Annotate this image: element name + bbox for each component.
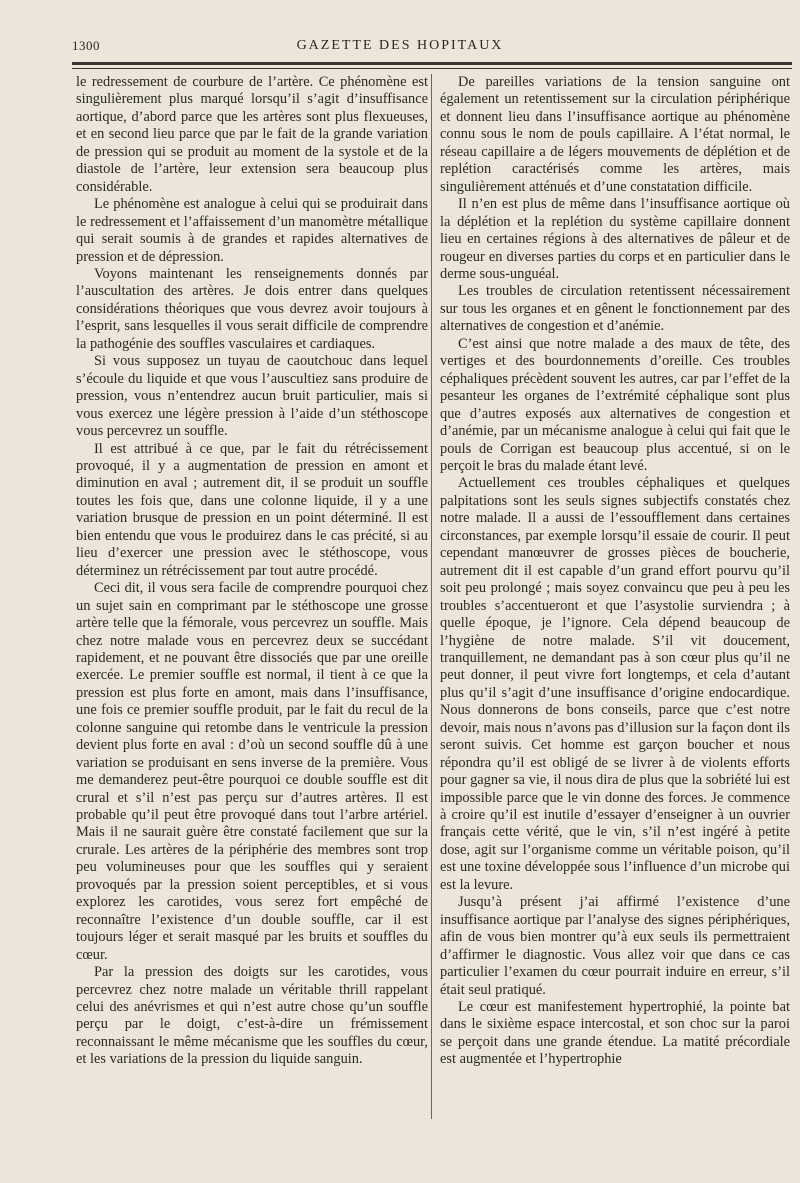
left-paragraph-4: Si vous supposez un tuyau de caoutchouc dans lequel s’écoule du liquide et que vous l’auscultiez sans produire de pression, vous n’entendrez aucun bruit particulier, mais si vous exercez une légère pression à l’aide d’un stéthoscope vous percevrez un souffle.	[76, 353, 428, 440]
left-paragraph-1: le redressement de courbure de l’artère. Ce phénomène est singulièrement plus marqué lorsqu’il s’agit d’insuffisance aortique, d’abord parce que les artères sont plus flexueuses, et en second lieu parce que par le fait de la grande variation de pression qui se produit au moment de la systole et de la diastole de l’artère, leur extension sera beaucoup plus considérable.	[76, 74, 428, 195]
right-paragraph-6: Jusqu’à présent j’ai affirmé l’existence d’une insuffisance aortique par l’analyse des signes périphériques, afin de vous bien montrer qu’à eux seuls ils permettraient d’affirmer le diagnostic. Vous allez voir que dans ce cas particulier l’examen du cœur pourrait induire en erreur, s’il était seul pratiqué.	[440, 894, 790, 998]
left-column	[76, 74, 428, 1144]
right-paragraph-3: Les troubles de circulation retentissent nécessairement sur tous les organes et en gênent le fonctionnement par des alternatives de congestion et d’anémie.	[440, 283, 790, 335]
right-paragraph-2: Il n’en est plus de même dans l’insuffisance aortique où la déplétion et la replétion du système capillaire donnent lieu en certaines régions à des alternatives de pâleur et de rougeur en diverses parties du corps et en particulier dans le derme sous-unguéal.	[440, 196, 790, 282]
left-paragraph-3: Voyons maintenant les renseignements donnés par l’auscultation des artères. Je dois entrer dans quelques considérations théoriques que vous devrez avoir toujours à l’esprit, sans lesquelles il vous serait difficile de comprendre la pathogénie des souffles vasculaires et cardiaques.	[76, 265, 428, 352]
left-paragraph-5: Il est attribué à ce que, par le fait du rétrécissement provoqué, il y a augmentation de pression en amont et diminution en aval ; autrement dit, il se produit un souffle toutes les fois que, dans une colonne liquide, il y a une variation brusque de pression en un point déterminé. Il est bien entendu que vous le produirez dans le cas précité, si au lieu d’exercer une pression avec le stéthoscope, vous déterminez un rétrécissement par tout autre procédé.	[76, 440, 428, 579]
right-paragraph-1: De pareilles variations de la tension sanguine ont également un retentissement sur la circulation périphérique et donnent lieu dans l’insuffisance aortique au phénomène connu sous le nom de pouls capillaire. A l’état normal, le réseau capillaire a de légers mouvements de déplétion et de replétion caractérisés comme les artères, mais singulièrement atténués et d’une constatation difficile.	[440, 74, 790, 195]
journal-title: GAZETTE DES HOPITAUX	[296, 38, 504, 53]
page-number: 1300	[72, 38, 100, 53]
right-paragraph-7: Le cœur est manifestement hypertrophié, la pointe bat dans le sixième espace intercostal, et son choc sur la paroi se perçoit dans une grande étendue. La matité précordiale est augmentée et l’hypertrophie	[440, 999, 790, 1068]
header-rule-thin	[72, 68, 792, 69]
right-paragraph-5: Actuellement ces troubles céphaliques et quelques palpitations sont les seuls signes subjectifs constatés chez notre malade. Il a aussi de l’essoufflement dans certaines circonstances, par exemple lorsqu’il essaie de courir. Il peut cependant manœuvrer de grosses pièces de boucherie, autrement dit il est capable d’un grand effort pourvu qu’il soit peu prolongé ; mais soyez convaincu que peu à peu les troubles s’accentueront et que l’asystolie surviendra ; à quelle époque, je l’ignore. Cela dépend beaucoup de l’hygiène de notre malade. S’il vit doucement, tranquillement, ne demandant pas à son cœur plus qu’il ne peut donner, il peut vivre fort longtemps, et cela d’autant plus qu’il s’agit d’une insuffisance d’origine endocardique. Nous donnerons de bons conseils, parce que c’est notre devoir, mais nous n’avons pas d’illusion sur la façon dont ils seront suivis. Cet homme est garçon boucher et nous répondra qu’il est obligé de se livrer à de violents efforts pour gagner sa vie, il nous dira de plus que la sobriété lui est impossible parce que le vin donne des forces. Je commence à croire qu’il est inutile d’essayer d’enseigner à un ouvrier français cette vérité, que le vin, s’il n’est ingéré à petite dose, agit sur l’organisme comme un véritable poison, qu’il est une toxine développée sous l’influence d’un microbe qui est la levure.	[440, 475, 790, 893]
left-paragraph-2: Le phénomène est analogue à celui qui se produirait dans le redressement et l’affaissement d’un manomètre métallique qui serait soumis à de grandes et rapides alternatives de pression et de dépression.	[76, 196, 428, 265]
header-rule-thick	[72, 62, 792, 65]
right-column	[440, 74, 790, 1144]
left-paragraph-6: Ceci dit, il vous sera facile de comprendre pourquoi chez un sujet sain en comprimant par le stéthoscope une grosse artère telle que la fémorale, vous percevrez un souffle. Mais chez notre malade vous en percevrez deux se succédant rapidement, et ne pouvant être dissociés que par une oreille exercée. Le premier souffle est normal, il tient à ce que la pression est plus forte en amont, mais dans l’insuffisance, une fois ce premier souffle produit, par le fait du recul de la colonne sanguine qui retombe dans le ventricule la pression devient plus forte en aval : d’où un second souffle dû à une variation se produisant en sens inverse de la première. Vous me demanderez peut-être pourquoi ce double souffle est dit crural et s’il n’est pas perçu sur d’autres artères. Il est probable qu’il peut être provoqué dans tout l’arbre artériel. Mais il ne saurait guère être constaté facilement que sur la crurale. Les artères de la périphérie des membres sont trop peu volumineuses pour que les souffles qui y seraient provoqués par la pression soient perceptibles, et si vous explorez les carotides, vous serez fort empêché de reconnaître l’existence d’un double souffle, car il est toujours léger et serait masqué par les bruits et souffles du cœur.	[76, 580, 428, 963]
column-divider	[431, 74, 432, 1119]
left-paragraph-7: Par la pression des doigts sur les carotides, vous percevrez chez notre malade un véritable thrill rappelant celui des anévrismes et qui n’est autre chose qu’un souffle perçu par le doigt, c’est-à-dire un frémissement reconnaissant le même mécanisme que les souffles du cœur, et les variations de la pression du liquide sanguin.	[76, 964, 428, 1068]
right-paragraph-4: C’est ainsi que notre malade a des maux de tête, des vertiges et des bourdonnements d’oreille. Ces troubles céphaliques précèdent souvent les autres, car par l’effet de la pesanteur les organes de l’extrémité céphalique sont plus que d’autres exposés aux alternatives de congestion et d’anémie, par un mécanisme analogue à celui qui fait que le pouls de Corrigan est beaucoup plus accentué, si on le perçoit le bras du malade étant levé.	[440, 335, 790, 474]
